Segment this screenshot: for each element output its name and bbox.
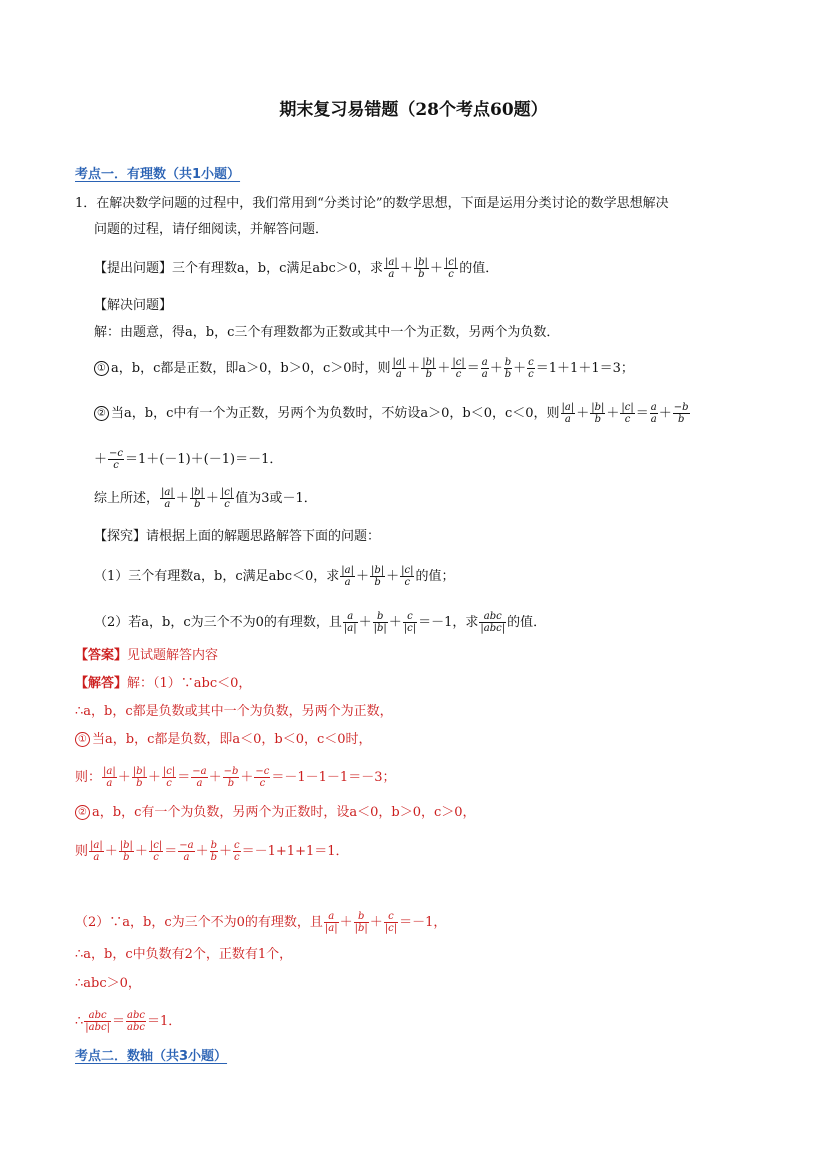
equals-sign: ＝ [635, 406, 649, 421]
frac-abs-a-over-a: $\frac{|a|}{a}$ [561, 402, 575, 425]
frac-neg-a-over-a: $\frac{-a}{a}$ [179, 840, 194, 863]
frac-abs-a-over-a: $\frac{|a|}{a}$ [161, 487, 174, 510]
plus-sign: ＋ [147, 770, 161, 785]
frac-abs-b-over-b: $\frac{|b|}{b}$ [414, 257, 428, 280]
solution-step-7-result: ＝－1， [399, 915, 447, 930]
part-1-suffix: 的值； [415, 569, 455, 584]
frac-abs-c-over-c: $\frac{|c|}{c}$ [220, 487, 234, 510]
frac-abs-a-over-a: $\frac{|a|}{a}$ [385, 257, 398, 280]
pose-problem-text: 三个有理数a，b，c满足abc＞0，求 [172, 261, 383, 276]
section-heading-2[interactable]: 考点二．数轴（共3小题） [75, 1049, 228, 1064]
case-1-line [94, 357, 634, 380]
explore-label: 【探究】 [94, 529, 147, 544]
circled-number-1: ① [94, 361, 109, 376]
frac-abs-c-over-c: $\frac{|c|}{c}$ [149, 840, 163, 863]
page-title: 期末复习易错题（28个考点60题） [279, 100, 548, 120]
plus-sign: ＋ [94, 452, 108, 467]
plus-sign: ＋ [240, 770, 254, 785]
solution-line-1 [75, 674, 251, 694]
frac-abs-c-over-c: $\frac{|c|}{c}$ [452, 357, 465, 380]
solution-step-7-prefix: （2）∵a，b，c为三个不为0的有理数，且 [75, 915, 323, 930]
plus-sign: ＋ [399, 261, 413, 276]
circled-number-1: ① [75, 732, 90, 747]
solution-step-5: a，b，c有一个为负数，另两个为正数时，设a＜0，b＞0，c＞0， [92, 805, 476, 820]
answer-line [75, 646, 218, 666]
case-1-text: a，b，c都是正数，即a＞0，b＞0，c＞0时，则 [111, 361, 391, 376]
solution-step-6-prefix: 则 [75, 844, 89, 859]
plus-sign: ＋ [219, 844, 233, 859]
case-2-line [94, 402, 691, 425]
frac-abs-a-over-a: $\frac{|a|}{a}$ [103, 766, 116, 789]
question-intro-line-2: 问题的过程，请仔细阅读，并解答问题． [94, 222, 329, 237]
plus-sign: ＋ [208, 770, 222, 785]
frac-neg-b-over-b: $\frac{-b}{b}$ [223, 766, 239, 789]
solution-intro: 解：由题意，得a，b，c三个有理数都为正数或其中一个为正数，另两个为负数． [94, 325, 560, 340]
plus-sign: ＋ [437, 361, 451, 376]
frac-abc-over-abs-abc: $\frac{\text{abc}}{\text{|abc|}}$ [85, 1010, 110, 1033]
question-intro-line-1 [75, 194, 669, 214]
solution-label: 【解答】 [75, 676, 128, 691]
frac-c-over-c: $\frac{c}{c}$ [234, 840, 240, 863]
frac-abc-over-abc: $\frac{\text{abc}}{\text{abc}}$ [127, 1010, 145, 1033]
solution-step-6-line [75, 840, 349, 863]
solution-step-10-prefix: ∴ [75, 1014, 84, 1029]
frac-abs-a-over-a: $\frac{|a|}{a}$ [341, 565, 354, 588]
part-2-suffix: 的值． [507, 615, 547, 630]
frac-abs-a-over-a: $\frac{|a|}{a}$ [90, 840, 103, 863]
frac-neg-c-over-c: $\frac{-c}{c}$ [109, 448, 123, 471]
plus-sign: ＋ [606, 406, 620, 421]
solution-step-2: ∴a，b，c都是负数或其中一个为负数，另两个为正数， [75, 704, 393, 719]
plus-sign: ＋ [369, 915, 383, 930]
pose-problem-end: 的值． [459, 261, 499, 276]
frac-abs-b-over-b: $\frac{|b|}{b}$ [370, 565, 385, 588]
case-2-continuation [94, 448, 282, 471]
summary-prefix: 综上所述， [94, 491, 160, 506]
case-1-result: ＝1＋1＋1＝3； [535, 361, 634, 376]
circled-number-2: ② [75, 805, 90, 820]
frac-abs-c-over-c: $\frac{|c|}{c}$ [444, 257, 458, 280]
frac-a-over-abs-a: $\frac{a}{|a|}$ [343, 611, 357, 634]
circled-number-2: ② [94, 406, 109, 421]
plus-sign: ＋ [195, 844, 209, 859]
part-1-prefix: （1）三个有理数a，b，c满足abc＜0，求 [94, 569, 340, 584]
solution-step-7-line [75, 911, 446, 934]
plus-sign: ＋ [339, 915, 353, 930]
equals-sign: ＝ [177, 770, 191, 785]
part-2-prefix: （2）若a，b，c为三个不为0的有理数，且 [94, 615, 342, 630]
frac-a-over-abs-a: $\frac{a}{|a|}$ [324, 911, 338, 934]
frac-abs-c-over-c: $\frac{|c|}{c}$ [621, 402, 634, 425]
solution-step-10-line [75, 1010, 181, 1033]
explore-line [94, 527, 380, 547]
solution-step-10-result: ＝1． [146, 1014, 182, 1029]
frac-abc-over-abs-abc: $\frac{\text{abc}}{\text{|abc|}}$ [480, 611, 506, 634]
plus-sign: ＋ [175, 491, 189, 506]
part-2-line [94, 611, 546, 634]
frac-b-over-b: $\frac{b}{b}$ [210, 840, 218, 863]
solution-step-1: 解：（1）∵abc＜0， [127, 676, 252, 691]
plus-sign: ＋ [355, 569, 369, 584]
plus-sign: ＋ [658, 406, 672, 421]
solution-step-6-result: ＝－1+1+1＝1． [241, 844, 349, 859]
solve-problem-label: 【解决问题】 [94, 298, 173, 313]
plus-sign: ＋ [489, 361, 503, 376]
frac-abs-b-over-b: $\frac{|b|}{b}$ [190, 487, 204, 510]
answer-text: 见试题解答内容 [127, 648, 219, 663]
solution-step-9: ∴abc＞0， [75, 976, 141, 991]
pose-problem-line [94, 257, 498, 280]
equals-sign: ＝ [111, 1014, 125, 1029]
plus-sign: ＋ [117, 770, 131, 785]
frac-abs-a-over-a: $\frac{|a|}{a}$ [392, 357, 406, 380]
plus-sign: ＋ [576, 406, 590, 421]
plus-sign: ＋ [104, 844, 118, 859]
solution-step-5-line [75, 803, 476, 823]
plus-sign: ＋ [205, 491, 219, 506]
solution-step-4-line [75, 766, 395, 789]
solution-step-8: ∴a，b，c中负数有2个，正数有1个， [75, 947, 293, 962]
plus-sign: ＋ [513, 361, 527, 376]
frac-abs-b-over-b: $\frac{|b|}{b}$ [119, 840, 133, 863]
answer-label: 【答案】 [75, 648, 128, 663]
frac-c-over-c: $\frac{c}{c}$ [528, 357, 534, 380]
summary-line [94, 487, 317, 510]
summary-suffix: 值为3或－1． [235, 491, 317, 506]
frac-c-over-abs-c: $\frac{c}{|c|}$ [403, 611, 417, 634]
section-heading-1[interactable]: 考点一．有理数（共1小题） [75, 167, 241, 182]
frac-abs-c-over-c: $\frac{|c|}{c}$ [401, 565, 414, 588]
equals-sign: ＝ [466, 361, 480, 376]
solution-step-4-prefix: 则： [75, 770, 102, 785]
frac-neg-b-over-b: $\frac{-b}{b}$ [673, 402, 689, 425]
case-2-result: ＝1＋(－1)＋(－1)＝－1． [125, 452, 283, 467]
plus-sign: ＋ [388, 615, 402, 630]
frac-c-over-abs-c: $\frac{c}{|c|}$ [384, 911, 398, 934]
frac-a-over-a: $\frac{a}{a}$ [650, 402, 657, 425]
frac-a-over-a: $\frac{a}{a}$ [481, 357, 488, 380]
part-1-line [94, 565, 454, 588]
frac-abs-b-over-b: $\frac{|b|}{b}$ [422, 357, 436, 380]
part-2-middle: ＝－1，求 [418, 615, 479, 630]
pose-problem-label: 【提出问题】 [94, 261, 173, 276]
plus-sign: ＋ [429, 261, 443, 276]
plus-sign: ＋ [358, 615, 372, 630]
frac-b-over-abs-b: $\frac{b}{|b|}$ [354, 911, 368, 934]
plus-sign: ＋ [407, 361, 421, 376]
frac-b-over-abs-b: $\frac{b}{|b|}$ [373, 611, 387, 634]
case-2-text: 当a，b，c中有一个为正数，另两个为负数时，不妨设a＞0，b＜0，c＜0，则 [111, 406, 560, 421]
frac-abs-b-over-b: $\frac{|b|}{b}$ [591, 402, 605, 425]
frac-abs-c-over-c: $\frac{|c|}{c}$ [162, 766, 176, 789]
frac-neg-a-over-a: $\frac{-a}{a}$ [192, 766, 207, 789]
explore-text: 请根据上面的解题思路解答下面的问题： [146, 529, 381, 544]
frac-abs-b-over-b: $\frac{|b|}{b}$ [132, 766, 146, 789]
equals-sign: ＝ [164, 844, 178, 859]
plus-sign: ＋ [134, 844, 148, 859]
frac-neg-c-over-c: $\frac{-c}{c}$ [255, 766, 270, 789]
question-intro-text: 在解决数学问题的过程中，我们常用到“分类讨论”的数学思想，下面是运用分类讨论的数学思想解决 [96, 196, 669, 211]
solution-step-4-result: ＝－1－1－1＝－3； [271, 770, 396, 785]
question-number: 1． [75, 196, 97, 211]
solution-step-3-line [75, 730, 372, 750]
plus-sign: ＋ [386, 569, 400, 584]
solution-step-3: 当a，b，c都是负数，即a＜0，b＜0，c＜0时， [92, 732, 372, 747]
frac-b-over-b: $\frac{b}{b}$ [504, 357, 512, 380]
